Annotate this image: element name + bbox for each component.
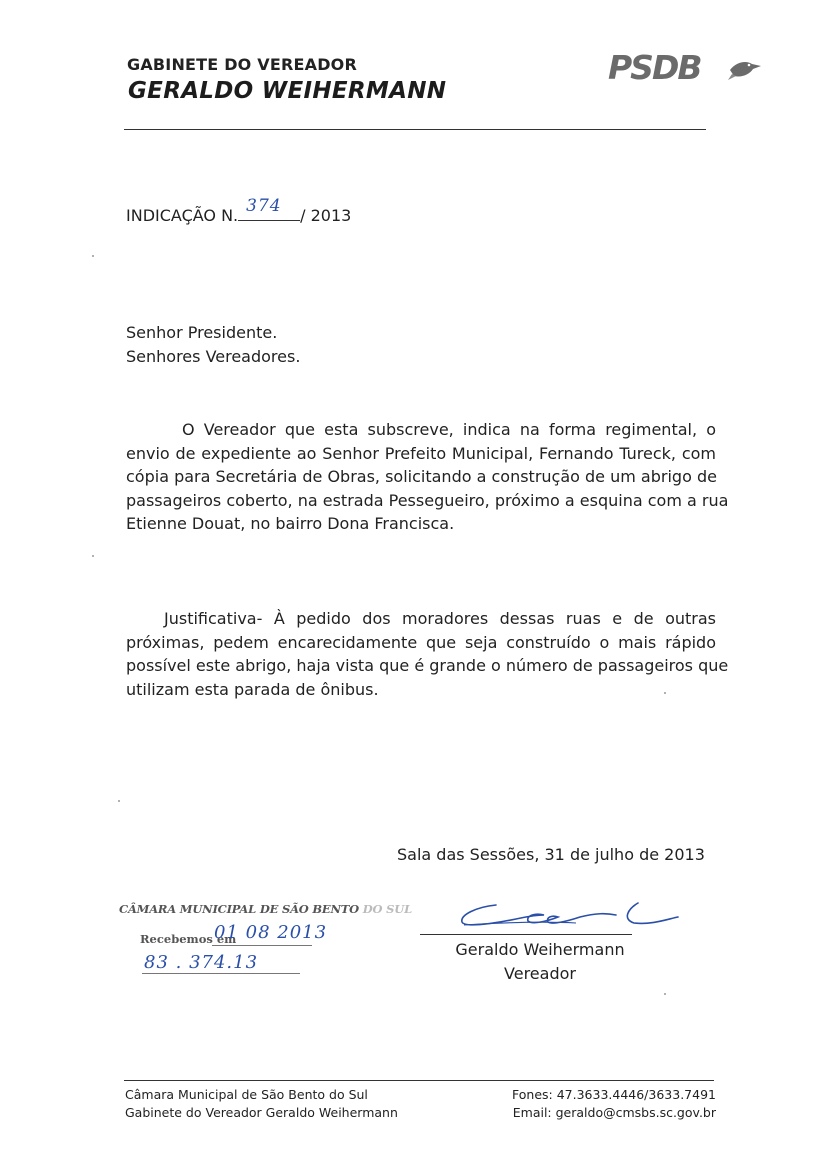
paragraph-line: Etienne Douat, no bairro Dona Francisca. <box>126 514 455 533</box>
stamp-date-underline <box>212 945 312 946</box>
stamp-title-faded: DO SUL <box>358 902 413 916</box>
scan-speck <box>118 800 120 802</box>
handwritten-signature <box>456 895 681 937</box>
session-date: Sala das Sessões, 31 de julho de 2013 <box>397 845 705 864</box>
paragraph-line: envio de expediente ao Senhor Prefeito Municipal, Fernando Tureck, com <box>126 443 716 463</box>
reception-stamp-title <box>119 902 412 916</box>
paragraph-line: passageiros coberto, na estrada Pessegueiro, próximo a esquina com a rua <box>126 490 729 510</box>
scan-speck <box>664 692 666 694</box>
indicacao-number-slot <box>238 196 300 221</box>
indicacao-prefix: INDICAÇÃO N. <box>126 206 239 225</box>
paragraph-line: Justificativa- À pedido dos moradores dessas ruas e de outras <box>164 609 716 628</box>
salutation-president: Senhor Presidente. <box>126 323 278 342</box>
office-name: GERALDO WEIHERMANN <box>128 78 447 104</box>
footer-institution: Câmara Municipal de São Bento do Sul <box>125 1087 368 1102</box>
stamp-reference: 83 . 374.13 <box>144 952 259 973</box>
scan-speck <box>92 255 94 257</box>
paragraph-line: possível este abrigo, haja vista que é grande o número de passageiros que <box>126 656 729 675</box>
toucan-bird-icon <box>728 56 762 84</box>
footer-phones: Fones: 47.3633.4446/3633.7491 <box>512 1087 716 1102</box>
indicacao-heading <box>126 196 352 225</box>
logo-text: PSDB <box>608 48 701 87</box>
office-label: GABINETE DO VEREADOR <box>127 55 357 74</box>
stamp-title-text: CÂMARA MUNICIPAL DE SÃO BENTO <box>119 902 359 916</box>
paragraph-line: utilizam esta parada de ônibus. <box>126 679 379 699</box>
scan-speck <box>664 993 666 995</box>
stamp-received-date: 01 08 2013 <box>214 922 328 943</box>
request-paragraph <box>126 418 729 536</box>
scan-speck <box>92 555 94 557</box>
signer-role: Vereador <box>504 964 576 983</box>
indicacao-number: 374 <box>246 196 282 216</box>
justification-paragraph <box>126 607 729 701</box>
footer-office: Gabinete do Vereador Geraldo Weihermann <box>125 1105 398 1120</box>
paragraph-line: próximas, pedem encarecidamente que seja construído o mais rápido <box>126 632 716 652</box>
footer-divider <box>124 1080 714 1081</box>
signer-name: Geraldo Weihermann <box>455 940 625 959</box>
party-logo <box>606 50 762 90</box>
header-divider <box>124 129 706 130</box>
stamp-reference-underline <box>142 973 300 974</box>
paragraph-line: cópia para Secretária de Obras, solicitando a construção de um abrigo de <box>126 467 717 486</box>
footer-email: Email: geraldo@cmsbs.sc.gov.br <box>512 1105 716 1120</box>
indicacao-year: / 2013 <box>300 206 352 225</box>
salutation-councilors: Senhores Vereadores. <box>126 347 301 366</box>
stamp-received-label: Recebemos em <box>140 932 237 946</box>
signature-line <box>420 934 632 935</box>
paragraph-line: O Vereador que esta subscreve, indica na forma regimental, o <box>182 420 716 439</box>
